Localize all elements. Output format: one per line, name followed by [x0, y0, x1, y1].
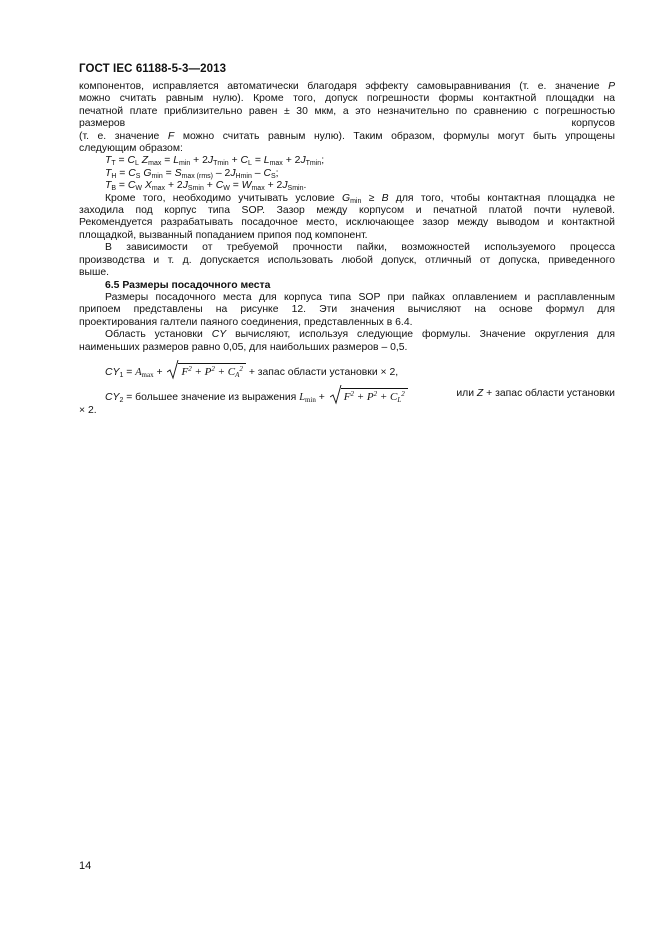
paragraph-line: выше.	[79, 267, 109, 279]
paragraph-line: Область установки CY вычисляют, используя следующие формулы. Значение округления для	[105, 329, 616, 341]
paragraph-line: × 2.	[79, 404, 97, 416]
formula-cy2: $CY_2$ = большее значение из выражения $L_{min}$ + $F^2 + P^2 + C_L^2$ или Z + запас области установки	[79, 388, 615, 404]
page-number: 14	[79, 860, 92, 872]
section-heading: 6.5 Размеры посадочного места	[105, 279, 271, 291]
paragraph-line: компонентов, исправляется автоматически благодаря эффекту самовыравнивания (т. е. значение P	[79, 81, 615, 92]
paragraph-line: площадкой, вызванный попаданием припоя под компонент.	[79, 229, 368, 241]
formula-tt: $T_T = C_L$ $Z_{max} = L_{min} + 2J_{Tmin} + C_L = L_{max} + 2J_{Tmin}$;	[105, 155, 325, 168]
paragraph-line: заходила под корпус типа SOP. Зазор между корпусом и печатной платой почти нулевой.	[79, 205, 615, 217]
formula-cy1: $CY_1 = A_{max}$ + $F^2 + P^2 + C_A^2$ + запас области установки × 2,	[79, 363, 615, 379]
paragraph-line: припоем представлены на рисунке 12. Эти значения вычисляют на основе формул для	[79, 304, 615, 316]
paragraph-line: Размеры посадочного места для корпуса типа SOP при пайках оплавлением и расплавленным	[105, 291, 615, 303]
paragraph-line: (т. е. значение F можно считать равным нулю). Таким образом, формулы могут быть упрощены	[79, 130, 615, 142]
paragraph-line: В зависимости от требуемой прочности пайки, возможностей используемого процесса	[105, 242, 615, 254]
paragraph-line: Кроме того, необходимо учитывать условие $G_{min} \ge B$ для того, чтобы контактная площадка не	[105, 192, 616, 205]
document-header: ГОСТ IEC 61188-5-3—2013	[79, 63, 227, 75]
paragraph-line: наименьших размеров равно 0,05, для наибольших размеров – 0,5.	[79, 341, 408, 353]
paragraph-line: размеров корпусов	[79, 118, 615, 130]
paragraph-line: производства и т. д. допускается использовать любой допуск, отличный от допуска, приведенного	[79, 254, 615, 266]
square-root: $F^2 + P^2 + C_A^2$	[167, 363, 245, 379]
document-body	[79, 81, 615, 417]
paragraph-line: Рекомендуется разрабатывать посадочное место, исключающее зазор между выводом и контактной	[79, 217, 615, 229]
square-root: $F^2 + P^2 + C_L^2$	[330, 388, 408, 404]
paragraph-line: проектирования галтели паяного соединения, представленных в 6.4.	[79, 316, 413, 328]
paragraph-line: можно считать равным нулю). Кроме того, допуск погрешности формы контактной площадки на	[79, 93, 615, 105]
paragraph-line: печатной плате приблизительно равен ± 30 мкм, а это незначительно по сравнению с погрешностью	[79, 105, 615, 117]
paragraph-line: следующим образом:	[79, 143, 183, 155]
formula-tb: $T_B = C_W$ $X_{max} + 2J_{Smin} + C_W = W_{max} + 2J_{Smin}$.	[105, 180, 307, 193]
formula-th: $T_H = C_S$ $G_{min} = S_{max (rms)} - 2J_{Hmin} - C_S$;	[105, 167, 279, 180]
